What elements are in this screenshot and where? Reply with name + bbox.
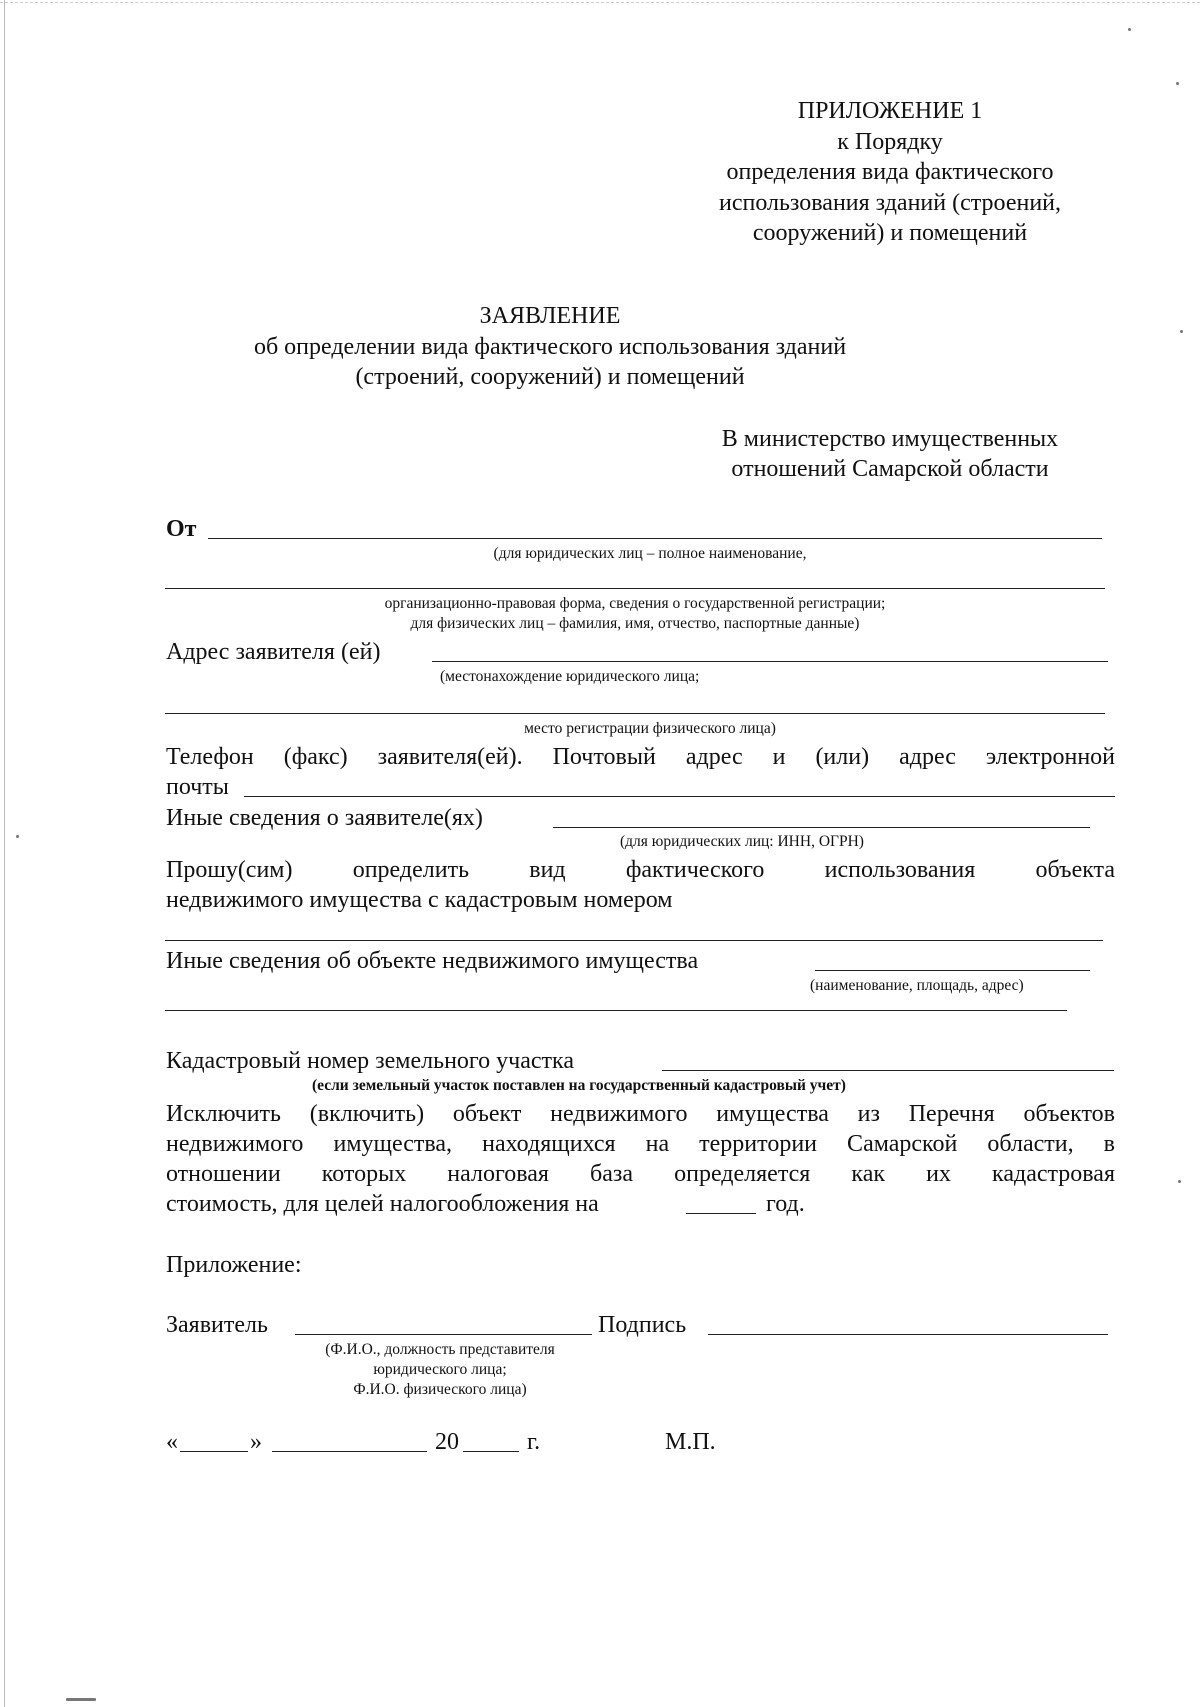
from-field-line-2[interactable] <box>165 588 1105 589</box>
applicant-field-line[interactable] <box>295 1334 592 1335</box>
other-info-hint: (для юридических лиц: ИНН, ОГРН) <box>620 833 864 850</box>
exclude-line-3: отношении которых налоговая база определяется как их кадастровая <box>166 1161 1115 1187</box>
annex-line-2: определения вида фактического <box>726 159 1054 185</box>
request-line-2: недвижимого имущества с кадастровым номером <box>166 887 673 913</box>
from-field-line[interactable] <box>208 538 1102 539</box>
address-field-line-2[interactable] <box>165 713 1105 714</box>
signature-label: Подпись <box>598 1312 687 1338</box>
other-info-field-line[interactable] <box>553 827 1090 828</box>
object-other-label: Иные сведения об объекте недвижимого имущества <box>166 948 699 974</box>
scan-speck <box>16 835 19 838</box>
object-other-hint: (наименование, площадь, адрес) <box>810 977 1024 994</box>
recipient-line-2: отношений Самарской области <box>731 456 1049 482</box>
scan-speck <box>1180 330 1183 333</box>
exclude-line-4a: стоимость, для целей налогообложения на <box>166 1191 599 1217</box>
from-hint-2: организационно-правовая форма, сведения о государственной регистрации; <box>384 595 886 612</box>
phone-label-line-2: почты <box>166 774 229 800</box>
object-other-field-line[interactable] <box>815 970 1090 971</box>
applicant-label: Заявитель <box>166 1312 268 1338</box>
address-field-line[interactable] <box>432 661 1108 662</box>
scan-speck <box>1178 1180 1181 1183</box>
land-plot-label: Кадастровый номер земельного участка <box>166 1048 574 1074</box>
scan-top-edge <box>0 2 1200 3</box>
document-subtitle-2: (строений, сооружений) и помещений <box>355 364 745 390</box>
document-title: ЗАЯВЛЕНИЕ <box>479 303 621 329</box>
date-year-field-line[interactable] <box>463 1451 519 1452</box>
from-label: От <box>166 516 197 542</box>
signature-field-line[interactable] <box>708 1334 1108 1335</box>
scan-speck <box>66 1698 96 1701</box>
stamp-label: М.П. <box>665 1429 716 1455</box>
annex-line-1: к Порядку <box>837 129 943 155</box>
applicant-hint-3: Ф.И.О. физического лица) <box>353 1381 527 1398</box>
exclude-line-4b: год. <box>766 1191 805 1217</box>
from-hint-3: для физических лиц – фамилия, имя, отчество, паспортные данные) <box>410 615 860 632</box>
address-label: Адрес заявителя (ей) <box>166 639 381 665</box>
tax-year-field-line[interactable] <box>686 1213 756 1214</box>
date-month-field-line[interactable] <box>272 1451 427 1452</box>
land-plot-field-line[interactable] <box>662 1070 1114 1071</box>
object-other-field-line-2[interactable] <box>165 1010 1067 1011</box>
phone-label-line-1: Телефон (факс) заявителя(ей). Почтовый адрес и (или) адрес электронной <box>166 744 1115 770</box>
land-plot-hint: (если земельный участок поставлен на государственный кадастровый учет) <box>312 1077 846 1094</box>
document-subtitle-1: об определении вида фактического использования зданий <box>253 334 847 360</box>
phone-field-line[interactable] <box>244 796 1115 797</box>
from-hint-1: (для юридических лиц – полное наименование, <box>493 545 807 562</box>
date-year-prefix: 20 <box>435 1429 459 1455</box>
date-day-field-line[interactable] <box>180 1451 248 1452</box>
other-info-label: Иные сведения о заявителе(ях) <box>166 805 483 831</box>
exclude-line-2: недвижимого имущества, находящихся на территории Самарской области, в <box>166 1131 1115 1157</box>
annex-heading: ПРИЛОЖЕНИЕ 1 <box>797 98 983 124</box>
applicant-hint-2: юридического лица; <box>373 1361 507 1378</box>
request-line-1: Прошу(сим) определить вид фактического использования объекта <box>166 857 1115 883</box>
cadastral-number-field-line[interactable] <box>165 940 1103 941</box>
scan-speck <box>1128 28 1131 31</box>
scan-left-edge <box>4 0 5 1707</box>
exclude-line-1: Исключить (включить) объект недвижимого имущества из Перечня объектов <box>166 1101 1115 1127</box>
recipient-line-1: В министерство имущественных <box>721 426 1059 452</box>
address-hint-1: (местонахождение юридического лица; <box>440 668 700 685</box>
annex-line-3: использования зданий (строений, <box>718 190 1062 216</box>
address-hint-2: место регистрации физического лица) <box>524 720 776 737</box>
applicant-hint-1: (Ф.И.О., должность представителя <box>325 1341 555 1358</box>
date-year-suffix: г. <box>527 1429 541 1455</box>
date-open-quote: « <box>166 1429 178 1455</box>
date-close-quote: » <box>250 1429 262 1455</box>
annex-line-4: сооружений) и помещений <box>752 220 1028 246</box>
attachment-label: Приложение: <box>166 1252 302 1278</box>
scan-speck <box>1176 82 1179 85</box>
